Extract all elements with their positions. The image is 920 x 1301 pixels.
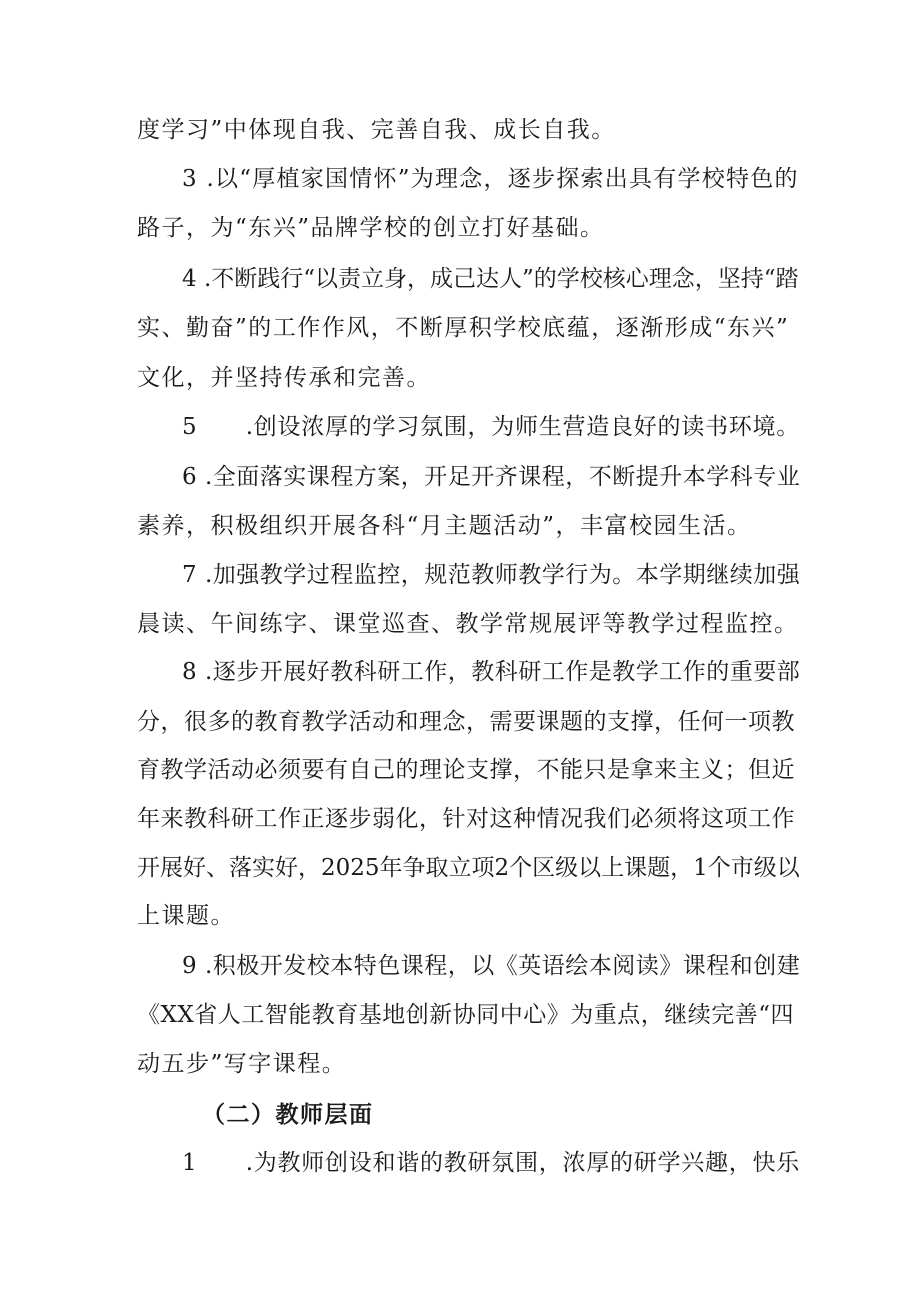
text-line-17: 上课题。 xyxy=(137,903,235,929)
text-line-11: 晨读、午间练字、课堂巡查、教学常规展评等教学过程监控。 xyxy=(137,611,799,637)
text-line-18: 9 .积极开发校本特色课程，以《英语绘本阅读》课程和创建 xyxy=(182,953,801,979)
text-line-1: 度学习”中体现自我、完善自我、成长自我。 xyxy=(137,117,616,143)
text-line-20: 动五步”写字课程。 xyxy=(137,1051,347,1077)
text-line-8: 6 .全面落实课程方案，开足开齐课程，不断提升本学科专业 xyxy=(182,464,801,490)
text-line-12: 8 .逐步开展好教科研工作，教科研工作是教学工作的重要部 xyxy=(182,659,801,685)
text-line-7: 5 .创设浓厚的学习氛围，为师生营造良好的读书环境。 xyxy=(182,414,801,440)
section-heading: （二）教师层面 xyxy=(202,1102,374,1128)
text-line-3: 路子，为“东兴”品牌学校的创立打好基础。 xyxy=(137,215,605,241)
text-line-15: 年来教科研工作正逐步弱化，针对这种情况我们必须将这项工作 xyxy=(137,806,795,832)
text-line-22: 1 .为教师创设和谐的教研氛围，浓厚的研学兴趣，快乐 xyxy=(182,1150,801,1176)
text-line-16: 开展好、落实好，2025年争取立项2个区级以上课题，1个市级以 xyxy=(137,855,800,881)
text-line-19: 《XX省人工智能教育基地创新协同中心》为重点，继续完善“四 xyxy=(137,1002,795,1028)
text-line-13: 分，很多的教育教学活动和理念，需要课题的支撑，任何一项教 xyxy=(137,709,795,735)
text-line-5: 实、勤奋”的工作作风，不断厚积学校底蕴，逐渐形成“东兴” xyxy=(137,315,790,341)
text-line-6: 文化，并坚持传承和完善。 xyxy=(137,365,431,391)
text-line-10: 7 .加强教学过程监控，规范教师教学行为。本学期继续加强 xyxy=(182,562,801,588)
text-line-9: 素养，积极组织开展各科“月主题活动”，丰富校园生活。 xyxy=(137,513,752,539)
text-line-2: 3 .以“厚植家国情怀”为理念，逐步探索出具有学校特色的 xyxy=(182,166,799,192)
text-line-14: 育教学活动必须要有自己的理论支撑，不能只是拿来主义；但近 xyxy=(137,757,795,783)
text-line-4: 4 .不断践行“以责立身，成己达人”的学校核心理念，坚持“踏 xyxy=(182,266,799,292)
